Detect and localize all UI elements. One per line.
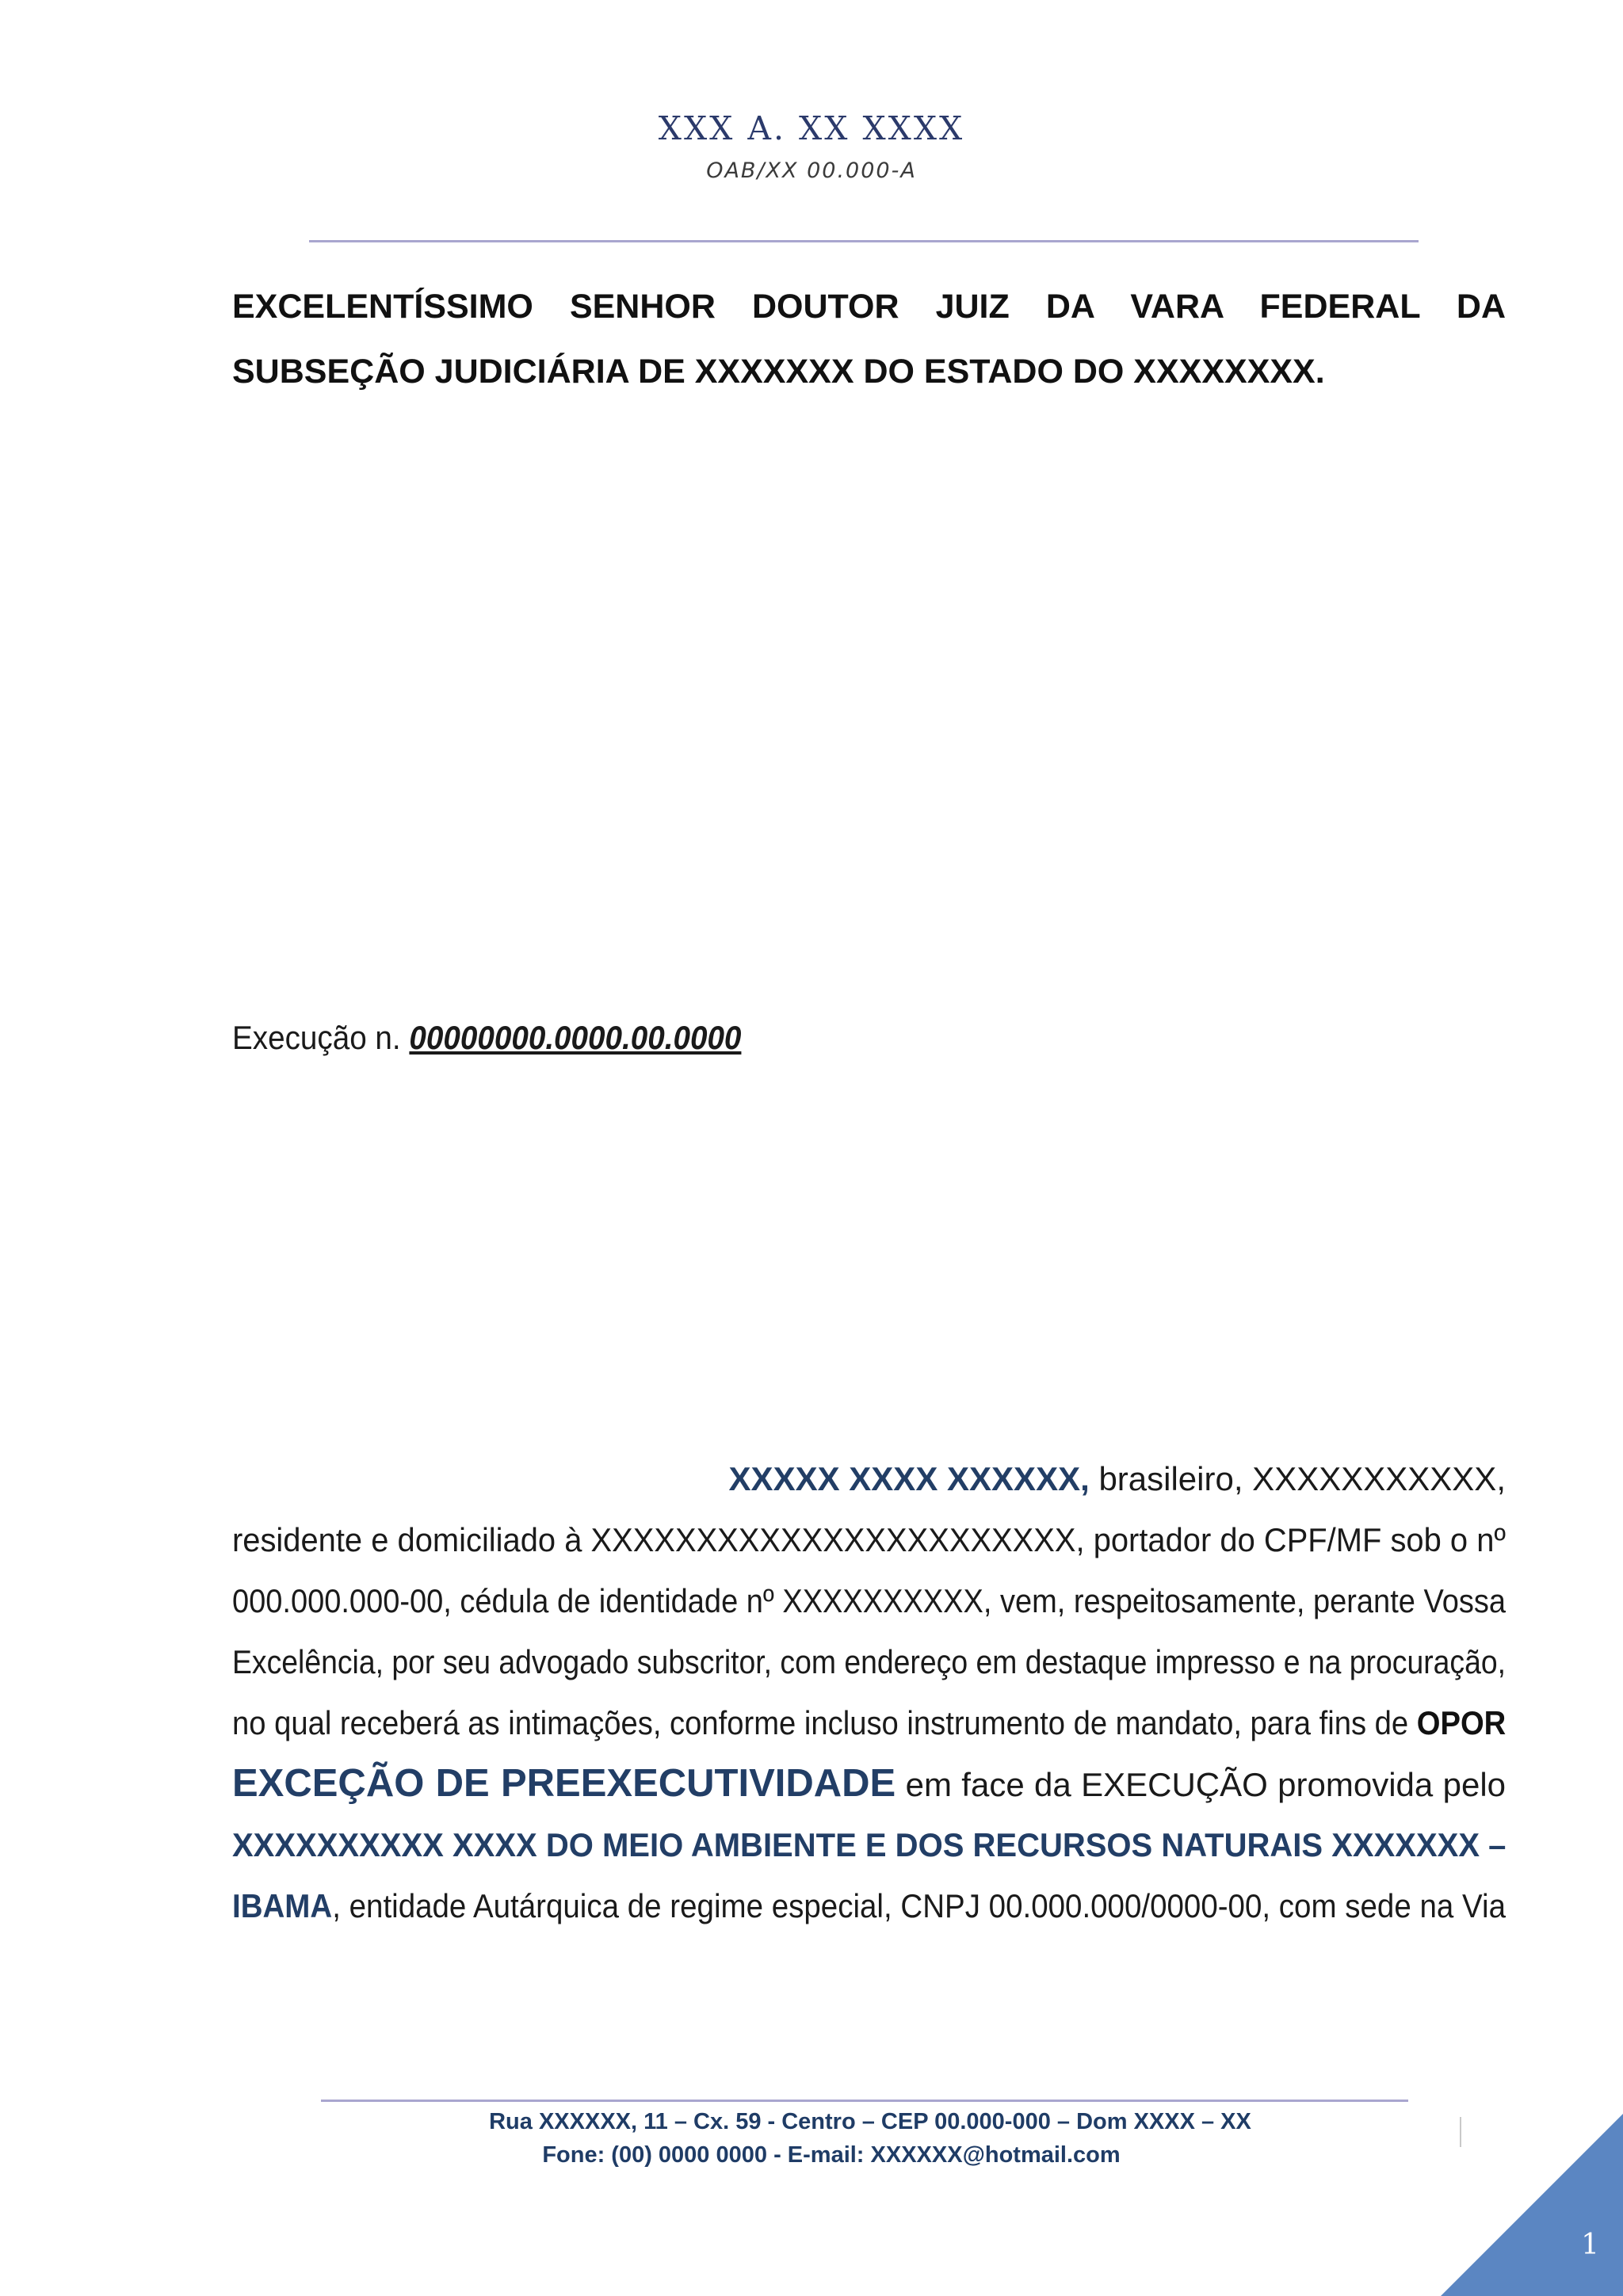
ibama-acronym: IBAMA xyxy=(232,1887,333,1924)
opor-keyword: OPOR xyxy=(1416,1704,1507,1741)
petition-text: no qual receberá as intimações, conforme incluso instrumento de mandato, para fins de xyxy=(232,1704,1409,1741)
petition-line xyxy=(232,1692,1506,1753)
exception-title: EXCEÇÃO DE PREEXECUTIVIDADE xyxy=(232,1762,896,1805)
petition-line xyxy=(232,1753,1506,1814)
petition-line: Excelência, por seu advogado subscritor, com endereço em destaque impresso e na procuração, xyxy=(232,1643,1507,1680)
petition-paragraph xyxy=(232,1448,1506,1936)
petition-text: em face da EXECUÇÃO promovida pelo xyxy=(905,1766,1507,1803)
petition-text: , entidade Autárquica de regime especial, CNPJ 00.000.000/0000-00, com sede na Via xyxy=(332,1887,1507,1924)
lawyer-name: XXX A. XX XXXX xyxy=(658,109,965,147)
petition-line: 000.000.000-00, cédula de identidade nº XXXXXXXXXX, vem, respeitosamente, perante Vossa xyxy=(232,1582,1506,1619)
process-number-line xyxy=(232,1019,1403,1057)
footer-divider xyxy=(321,2100,1408,2102)
addressee-heading: EXCELENTÍSSIMO SENHOR DOUTOR JUIZ DA VARA FEDERAL DA SUBSEÇÃO JUDICIÁRIA DE XXXXXXX DO ESTADO DO XXXXXXXX. xyxy=(232,288,1506,391)
oab-registration: OAB/XX 00.000-A xyxy=(706,158,917,183)
party-name: XXXXX XXXX XXXXXX, xyxy=(728,1460,1090,1497)
petition-line xyxy=(232,1875,1506,1936)
footer-contact: Fone: (00) 0000 0000 - E-mail: XXXXXX@hotmail.com xyxy=(542,2142,1121,2168)
page-number: 1 xyxy=(1581,2229,1599,2261)
petition-text: brasileiro, XXXXXXXXXXX, xyxy=(1098,1460,1506,1497)
petition-line: XXXXXXXXXX XXXX DO MEIO AMBIENTE E DOS RECURSOS NATURAIS XXXXXXX – xyxy=(232,1826,1507,1863)
petition-line xyxy=(232,1448,1506,1509)
footer-address: Rua XXXXXX, 11 – Cx. 59 - Centro – CEP 00.000-000 – Dom XXXX – XX xyxy=(489,2109,1251,2134)
petition-line: residente e domiciliado à XXXXXXXXXXXXXXXXXXXXXXX, portador do CPF/MF sob o nº xyxy=(232,1521,1506,1558)
corner-triangle-decoration xyxy=(1441,2114,1623,2296)
process-number: 00000000.0000.00.0000 xyxy=(409,1019,742,1056)
header-divider xyxy=(309,240,1419,242)
process-label: Execução n. xyxy=(232,1019,401,1056)
